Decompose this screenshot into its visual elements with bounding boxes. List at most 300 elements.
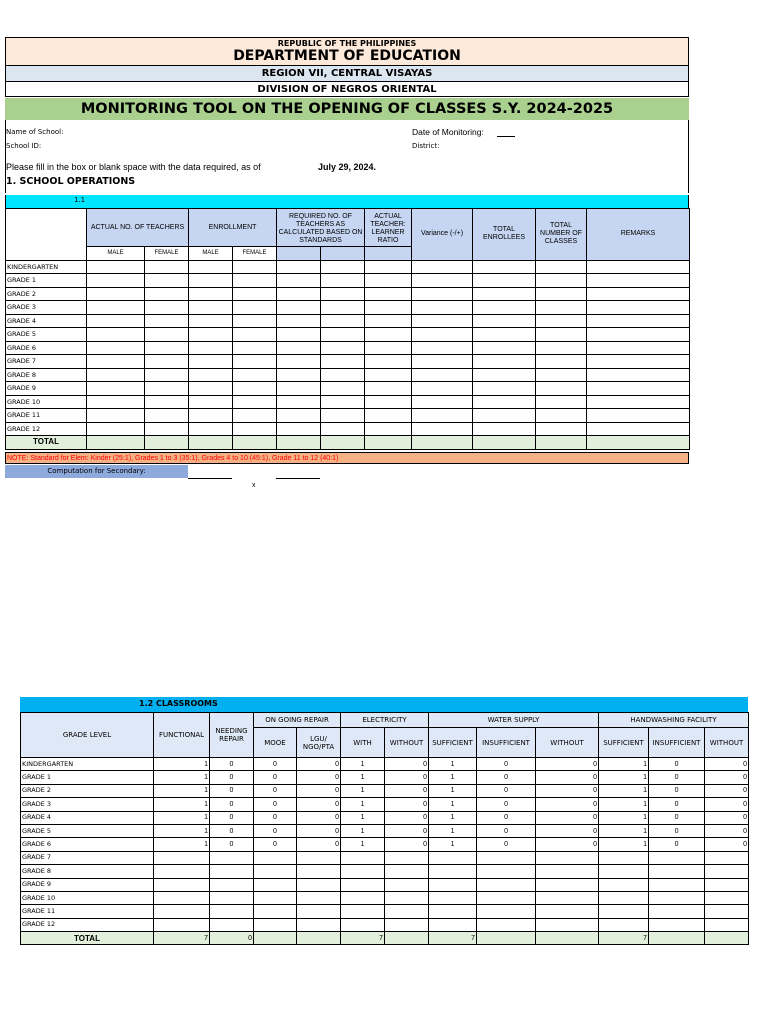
value-cell[interactable] <box>477 865 536 878</box>
value-cell[interactable]: 7 <box>154 932 210 945</box>
value-cell[interactable]: 0 <box>210 824 254 837</box>
input-cell[interactable] <box>365 395 412 409</box>
input-cell[interactable] <box>536 368 587 382</box>
value-cell[interactable] <box>254 932 297 945</box>
value-cell[interactable] <box>341 891 385 904</box>
value-cell[interactable]: 0 <box>210 758 254 771</box>
value-cell[interactable]: 7 <box>599 932 649 945</box>
value-cell[interactable] <box>297 865 341 878</box>
input-cell[interactable] <box>412 314 473 328</box>
total-cell[interactable] <box>277 436 321 450</box>
value-cell[interactable]: 0 <box>536 798 599 811</box>
input-cell[interactable] <box>587 368 690 382</box>
input-cell[interactable] <box>233 368 277 382</box>
value-cell[interactable] <box>297 905 341 918</box>
input-cell[interactable] <box>233 314 277 328</box>
value-cell[interactable] <box>297 932 341 945</box>
value-cell[interactable]: 0 <box>649 811 705 824</box>
input-cell[interactable] <box>412 422 473 436</box>
value-cell[interactable]: 0 <box>254 798 297 811</box>
input-cell[interactable] <box>145 382 189 396</box>
input-cell[interactable] <box>233 382 277 396</box>
value-cell[interactable] <box>154 918 210 931</box>
value-cell[interactable]: 0 <box>536 758 599 771</box>
input-cell[interactable] <box>365 328 412 342</box>
value-cell[interactable]: 1 <box>154 811 210 824</box>
value-cell[interactable] <box>649 918 705 931</box>
input-cell[interactable] <box>145 260 189 274</box>
total-cell[interactable] <box>587 436 690 450</box>
input-cell[interactable] <box>536 395 587 409</box>
input-cell[interactable] <box>189 341 233 355</box>
input-cell[interactable] <box>277 382 321 396</box>
value-cell[interactable] <box>429 851 477 864</box>
value-cell[interactable]: 0 <box>210 784 254 797</box>
value-cell[interactable] <box>429 878 477 891</box>
input-cell[interactable] <box>473 260 536 274</box>
value-cell[interactable] <box>341 878 385 891</box>
value-cell[interactable] <box>210 918 254 931</box>
input-cell[interactable] <box>277 409 321 423</box>
input-cell[interactable] <box>277 395 321 409</box>
input-cell[interactable] <box>145 368 189 382</box>
value-cell[interactable] <box>341 865 385 878</box>
value-cell[interactable]: 0 <box>705 838 749 851</box>
value-cell[interactable] <box>705 851 749 864</box>
value-cell[interactable] <box>385 891 429 904</box>
input-cell[interactable] <box>412 301 473 315</box>
value-cell[interactable]: 0 <box>649 784 705 797</box>
value-cell[interactable]: 1 <box>599 784 649 797</box>
value-cell[interactable] <box>254 891 297 904</box>
input-cell[interactable] <box>473 314 536 328</box>
input-cell[interactable] <box>321 382 365 396</box>
value-cell[interactable]: 7 <box>429 932 477 945</box>
input-cell[interactable] <box>189 382 233 396</box>
input-cell[interactable] <box>365 287 412 301</box>
input-cell[interactable] <box>587 409 690 423</box>
value-cell[interactable]: 1 <box>429 771 477 784</box>
input-cell[interactable] <box>233 341 277 355</box>
value-cell[interactable]: 0 <box>477 784 536 797</box>
value-cell[interactable] <box>536 865 599 878</box>
value-cell[interactable] <box>385 918 429 931</box>
value-cell[interactable]: 0 <box>210 798 254 811</box>
value-cell[interactable]: 0 <box>297 838 341 851</box>
input-cell[interactable] <box>321 301 365 315</box>
input-cell[interactable] <box>365 355 412 369</box>
input-cell[interactable] <box>536 274 587 288</box>
value-cell[interactable] <box>705 891 749 904</box>
value-cell[interactable]: 0 <box>536 811 599 824</box>
input-cell[interactable] <box>587 395 690 409</box>
value-cell[interactable]: 0 <box>705 811 749 824</box>
value-cell[interactable]: 0 <box>385 838 429 851</box>
input-cell[interactable] <box>145 314 189 328</box>
value-cell[interactable] <box>649 905 705 918</box>
input-cell[interactable] <box>321 274 365 288</box>
value-cell[interactable]: 0 <box>536 771 599 784</box>
value-cell[interactable]: 1 <box>599 824 649 837</box>
value-cell[interactable]: 0 <box>297 811 341 824</box>
value-cell[interactable]: 0 <box>385 784 429 797</box>
input-cell[interactable] <box>87 382 145 396</box>
input-cell[interactable] <box>321 368 365 382</box>
value-cell[interactable]: 1 <box>154 758 210 771</box>
value-cell[interactable] <box>254 905 297 918</box>
value-cell[interactable]: 0 <box>477 798 536 811</box>
input-cell[interactable] <box>145 422 189 436</box>
input-cell[interactable] <box>233 395 277 409</box>
input-cell[interactable] <box>473 409 536 423</box>
input-cell[interactable] <box>277 328 321 342</box>
value-cell[interactable] <box>210 865 254 878</box>
value-cell[interactable]: 0 <box>536 838 599 851</box>
value-cell[interactable]: 0 <box>210 771 254 784</box>
value-cell[interactable]: 0 <box>385 771 429 784</box>
value-cell[interactable] <box>477 932 536 945</box>
value-cell[interactable]: 1 <box>341 838 385 851</box>
input-cell[interactable] <box>473 355 536 369</box>
total-cell[interactable] <box>536 436 587 450</box>
input-cell[interactable] <box>87 395 145 409</box>
input-cell[interactable] <box>473 301 536 315</box>
input-cell[interactable] <box>87 301 145 315</box>
value-cell[interactable] <box>705 918 749 931</box>
value-cell[interactable]: 1 <box>154 824 210 837</box>
input-cell[interactable] <box>87 287 145 301</box>
input-cell[interactable] <box>412 341 473 355</box>
input-cell[interactable] <box>321 355 365 369</box>
input-cell[interactable] <box>587 341 690 355</box>
value-cell[interactable]: 1 <box>341 811 385 824</box>
input-cell[interactable] <box>412 287 473 301</box>
value-cell[interactable]: 1 <box>429 784 477 797</box>
total-cell[interactable] <box>87 436 145 450</box>
total-cell[interactable] <box>321 436 365 450</box>
value-cell[interactable]: 0 <box>254 811 297 824</box>
input-cell[interactable] <box>87 260 145 274</box>
total-cell[interactable] <box>189 436 233 450</box>
value-cell[interactable]: 1 <box>154 838 210 851</box>
input-cell[interactable] <box>321 287 365 301</box>
value-cell[interactable]: 1 <box>429 811 477 824</box>
input-cell[interactable] <box>277 341 321 355</box>
value-cell[interactable] <box>297 918 341 931</box>
value-cell[interactable] <box>599 918 649 931</box>
value-cell[interactable] <box>154 865 210 878</box>
value-cell[interactable]: 1 <box>154 784 210 797</box>
input-cell[interactable] <box>412 260 473 274</box>
value-cell[interactable]: 0 <box>477 838 536 851</box>
input-cell[interactable] <box>473 422 536 436</box>
input-cell[interactable] <box>473 382 536 396</box>
value-cell[interactable]: 0 <box>297 771 341 784</box>
total-cell[interactable] <box>412 436 473 450</box>
value-cell[interactable]: 0 <box>297 824 341 837</box>
value-cell[interactable]: 0 <box>254 784 297 797</box>
input-cell[interactable] <box>189 422 233 436</box>
input-cell[interactable] <box>145 395 189 409</box>
input-cell[interactable] <box>587 301 690 315</box>
value-cell[interactable] <box>477 905 536 918</box>
input-cell[interactable] <box>587 287 690 301</box>
value-cell[interactable]: 0 <box>705 798 749 811</box>
input-cell[interactable] <box>87 355 145 369</box>
input-cell[interactable] <box>587 274 690 288</box>
input-cell[interactable] <box>189 274 233 288</box>
date-of-monitoring-field[interactable] <box>497 136 515 137</box>
total-cell[interactable] <box>365 436 412 450</box>
value-cell[interactable] <box>429 905 477 918</box>
value-cell[interactable]: 0 <box>254 771 297 784</box>
input-cell[interactable] <box>87 341 145 355</box>
value-cell[interactable]: 0 <box>649 798 705 811</box>
value-cell[interactable] <box>210 851 254 864</box>
input-cell[interactable] <box>536 260 587 274</box>
value-cell[interactable]: 0 <box>705 771 749 784</box>
input-cell[interactable] <box>233 409 277 423</box>
input-cell[interactable] <box>321 260 365 274</box>
value-cell[interactable] <box>341 918 385 931</box>
value-cell[interactable] <box>254 878 297 891</box>
input-cell[interactable] <box>233 422 277 436</box>
value-cell[interactable] <box>254 851 297 864</box>
input-cell[interactable] <box>189 301 233 315</box>
value-cell[interactable] <box>599 878 649 891</box>
value-cell[interactable]: 0 <box>210 932 254 945</box>
value-cell[interactable]: 0 <box>705 824 749 837</box>
value-cell[interactable] <box>705 878 749 891</box>
value-cell[interactable]: 1 <box>429 798 477 811</box>
value-cell[interactable] <box>385 851 429 864</box>
value-cell[interactable] <box>341 851 385 864</box>
input-cell[interactable] <box>321 314 365 328</box>
value-cell[interactable]: 1 <box>599 798 649 811</box>
value-cell[interactable]: 0 <box>254 838 297 851</box>
input-cell[interactable] <box>233 260 277 274</box>
value-cell[interactable] <box>649 932 705 945</box>
value-cell[interactable] <box>536 932 599 945</box>
input-cell[interactable] <box>365 314 412 328</box>
value-cell[interactable] <box>210 891 254 904</box>
input-cell[interactable] <box>277 260 321 274</box>
value-cell[interactable] <box>649 851 705 864</box>
value-cell[interactable] <box>297 891 341 904</box>
input-cell[interactable] <box>87 274 145 288</box>
input-cell[interactable] <box>189 409 233 423</box>
input-cell[interactable] <box>365 301 412 315</box>
value-cell[interactable] <box>599 865 649 878</box>
input-cell[interactable] <box>277 314 321 328</box>
value-cell[interactable] <box>154 851 210 864</box>
value-cell[interactable] <box>154 878 210 891</box>
value-cell[interactable]: 0 <box>649 771 705 784</box>
value-cell[interactable] <box>477 891 536 904</box>
input-cell[interactable] <box>233 274 277 288</box>
input-cell[interactable] <box>536 341 587 355</box>
value-cell[interactable]: 1 <box>599 811 649 824</box>
value-cell[interactable] <box>341 905 385 918</box>
input-cell[interactable] <box>587 328 690 342</box>
input-cell[interactable] <box>587 422 690 436</box>
input-cell[interactable] <box>473 274 536 288</box>
value-cell[interactable] <box>154 891 210 904</box>
input-cell[interactable] <box>321 328 365 342</box>
value-cell[interactable] <box>477 878 536 891</box>
input-cell[interactable] <box>145 341 189 355</box>
value-cell[interactable] <box>429 865 477 878</box>
value-cell[interactable]: 0 <box>536 784 599 797</box>
computation-field-1[interactable] <box>188 478 232 479</box>
input-cell[interactable] <box>473 341 536 355</box>
value-cell[interactable]: 0 <box>649 824 705 837</box>
value-cell[interactable]: 0 <box>649 838 705 851</box>
input-cell[interactable] <box>587 314 690 328</box>
value-cell[interactable]: 1 <box>341 824 385 837</box>
value-cell[interactable]: 0 <box>254 758 297 771</box>
value-cell[interactable] <box>385 905 429 918</box>
value-cell[interactable] <box>385 878 429 891</box>
input-cell[interactable] <box>536 409 587 423</box>
value-cell[interactable]: 1 <box>154 798 210 811</box>
value-cell[interactable] <box>385 865 429 878</box>
value-cell[interactable] <box>649 891 705 904</box>
value-cell[interactable]: 1 <box>599 838 649 851</box>
value-cell[interactable]: 0 <box>477 771 536 784</box>
value-cell[interactable]: 0 <box>705 758 749 771</box>
value-cell[interactable] <box>536 851 599 864</box>
input-cell[interactable] <box>412 274 473 288</box>
value-cell[interactable]: 0 <box>385 758 429 771</box>
input-cell[interactable] <box>87 409 145 423</box>
input-cell[interactable] <box>145 328 189 342</box>
input-cell[interactable] <box>536 422 587 436</box>
value-cell[interactable]: 0 <box>477 811 536 824</box>
input-cell[interactable] <box>277 301 321 315</box>
input-cell[interactable] <box>536 382 587 396</box>
value-cell[interactable]: 0 <box>210 838 254 851</box>
input-cell[interactable] <box>189 328 233 342</box>
value-cell[interactable] <box>210 878 254 891</box>
value-cell[interactable] <box>429 918 477 931</box>
input-cell[interactable] <box>277 368 321 382</box>
input-cell[interactable] <box>87 422 145 436</box>
total-cell[interactable] <box>145 436 189 450</box>
value-cell[interactable] <box>599 905 649 918</box>
input-cell[interactable] <box>189 314 233 328</box>
total-cell[interactable] <box>233 436 277 450</box>
value-cell[interactable] <box>429 891 477 904</box>
input-cell[interactable] <box>587 355 690 369</box>
value-cell[interactable] <box>536 878 599 891</box>
input-cell[interactable] <box>277 422 321 436</box>
input-cell[interactable] <box>365 422 412 436</box>
value-cell[interactable]: 1 <box>154 771 210 784</box>
value-cell[interactable] <box>705 932 749 945</box>
value-cell[interactable] <box>477 851 536 864</box>
input-cell[interactable] <box>365 260 412 274</box>
value-cell[interactable]: 0 <box>385 824 429 837</box>
input-cell[interactable] <box>233 328 277 342</box>
value-cell[interactable]: 1 <box>599 771 649 784</box>
input-cell[interactable] <box>321 341 365 355</box>
input-cell[interactable] <box>233 355 277 369</box>
input-cell[interactable] <box>189 260 233 274</box>
value-cell[interactable] <box>599 891 649 904</box>
input-cell[interactable] <box>412 328 473 342</box>
value-cell[interactable]: 0 <box>297 758 341 771</box>
value-cell[interactable]: 0 <box>297 798 341 811</box>
value-cell[interactable]: 1 <box>429 838 477 851</box>
value-cell[interactable]: 7 <box>341 932 385 945</box>
value-cell[interactable]: 0 <box>297 784 341 797</box>
value-cell[interactable] <box>536 905 599 918</box>
input-cell[interactable] <box>587 382 690 396</box>
value-cell[interactable] <box>254 918 297 931</box>
input-cell[interactable] <box>145 355 189 369</box>
input-cell[interactable] <box>365 274 412 288</box>
value-cell[interactable] <box>599 851 649 864</box>
total-cell[interactable] <box>473 436 536 450</box>
value-cell[interactable]: 1 <box>341 784 385 797</box>
input-cell[interactable] <box>277 287 321 301</box>
value-cell[interactable]: 1 <box>599 758 649 771</box>
input-cell[interactable] <box>412 409 473 423</box>
input-cell[interactable] <box>365 341 412 355</box>
input-cell[interactable] <box>87 328 145 342</box>
value-cell[interactable]: 0 <box>254 824 297 837</box>
value-cell[interactable]: 1 <box>429 824 477 837</box>
input-cell[interactable] <box>277 274 321 288</box>
value-cell[interactable] <box>536 891 599 904</box>
input-cell[interactable] <box>365 382 412 396</box>
input-cell[interactable] <box>473 328 536 342</box>
value-cell[interactable] <box>297 851 341 864</box>
value-cell[interactable]: 0 <box>477 758 536 771</box>
input-cell[interactable] <box>536 287 587 301</box>
value-cell[interactable]: 1 <box>341 798 385 811</box>
value-cell[interactable] <box>649 865 705 878</box>
value-cell[interactable] <box>649 878 705 891</box>
value-cell[interactable]: 0 <box>705 784 749 797</box>
value-cell[interactable]: 0 <box>385 811 429 824</box>
value-cell[interactable] <box>705 865 749 878</box>
input-cell[interactable] <box>145 274 189 288</box>
input-cell[interactable] <box>233 301 277 315</box>
input-cell[interactable] <box>365 368 412 382</box>
input-cell[interactable] <box>365 409 412 423</box>
input-cell[interactable] <box>189 355 233 369</box>
value-cell[interactable]: 0 <box>385 798 429 811</box>
input-cell[interactable] <box>233 287 277 301</box>
value-cell[interactable] <box>705 905 749 918</box>
value-cell[interactable] <box>477 918 536 931</box>
input-cell[interactable] <box>587 260 690 274</box>
computation-field-2[interactable] <box>276 478 320 479</box>
input-cell[interactable] <box>536 328 587 342</box>
value-cell[interactable]: 0 <box>210 811 254 824</box>
value-cell[interactable]: 0 <box>649 758 705 771</box>
value-cell[interactable]: 0 <box>477 824 536 837</box>
input-cell[interactable] <box>321 422 365 436</box>
input-cell[interactable] <box>412 355 473 369</box>
input-cell[interactable] <box>189 368 233 382</box>
value-cell[interactable]: 1 <box>341 771 385 784</box>
value-cell[interactable] <box>254 865 297 878</box>
value-cell[interactable] <box>154 905 210 918</box>
input-cell[interactable] <box>412 368 473 382</box>
